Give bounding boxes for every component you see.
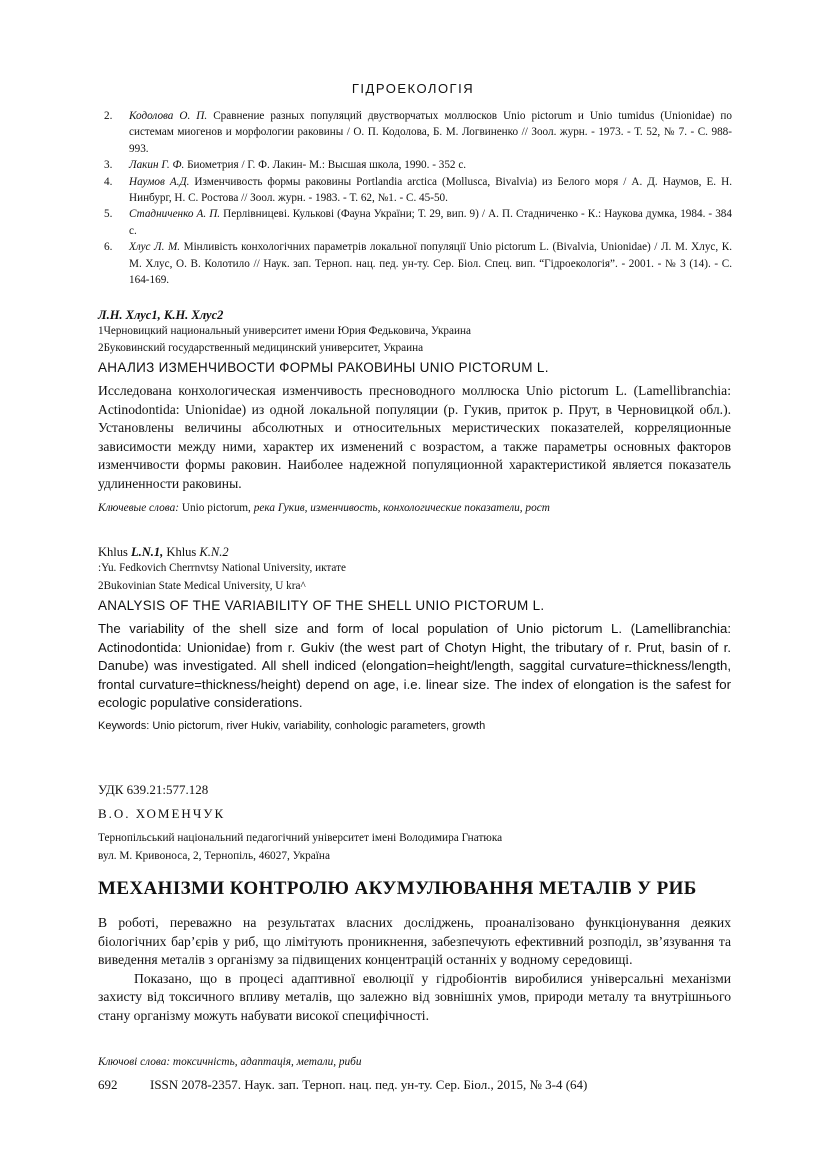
ru-keywords — [98, 502, 550, 514]
ru-keywords-first: Unio pictorum, — [181, 502, 251, 514]
reference-number: 3. — [104, 159, 113, 172]
ua-author: В.О. ХОМЕНЧУК — [98, 806, 226, 821]
reference-number: 2. — [104, 110, 113, 122]
reference-text: Биометрия / Г. Ф. Лакин- М.: Высшая школа, 1990. - 352 с. — [184, 159, 467, 172]
article-abstract — [98, 914, 731, 1026]
abstract-paragraph-2: Показано, що в процесі адаптивної еволюції у гідробіонтів виробилися універсальні механізми захисту від токсичного впливу металів, що залежно від зовнішніх умов, природи металу та внутрішнього стану організму можуть набувати високої специфічності. — [98, 970, 731, 1023]
ru-affiliation-1: 1Черновицкий национальный университет имени Юрия Федьковича, Украина — [98, 325, 471, 337]
udc-code: УДК 639.21:577.128 — [98, 782, 209, 797]
reference-text: Сравнение разных популяций двустворчатых моллюсков Unio pictorum и Unio tumidus (Unionidae) по системам миогенов и морфологии раковины / О. П. Кодолова, Б. М. Логвиненко // Зоол. журн. - 1973. - Т. 52, № 7. - С. 988-993. — [129, 110, 732, 155]
reference-author: Стадниченко А. П. — [129, 208, 221, 221]
reference-item — [104, 239, 732, 288]
ua-keywords: Ключові слова: токсичність, адаптація, метали, риби — [98, 1056, 362, 1068]
ua-affiliation-2: вул. М. Кривоноса, 2, Тернопіль, 46027, Україна — [98, 850, 330, 862]
ru-abstract — [98, 382, 731, 494]
reference-number: 6. — [104, 241, 113, 254]
reference-text: Мінливість конхологічних параметрів локальної популяції Unio pictorum L. (Bivalvia, Unionidae) / Л. М. Хлус, К. М. Хлус, О. В. Колотило // Наук. зап. Терноп. нац. пед. ун-ту. Сер. Біол. Спец. вип. “Гідроекологія”. - 2001. - № 3 (14). - С. 164-169. — [129, 241, 732, 287]
reference-author: Наумов А.Д. — [129, 175, 190, 188]
en-author-2-initials: K.N.2 — [199, 545, 229, 559]
page-number: 692 — [98, 1077, 118, 1092]
reference-number: 5. — [104, 208, 113, 221]
en-affiliation-2: 2Bukovinian State Medical University, U kra^ — [98, 580, 306, 592]
reference-number: 4. — [104, 175, 113, 188]
en-author-1-name: Khlus — [98, 545, 128, 559]
abstract-paragraph-1: В роботі, переважно на результатах власних досліджень, проаналізовано функціонування деяких біологічних бар’єрів у риб, що лімітують проникнення, забезпечують ефективний розподіл, зв’язування та виведення металів з організму за підвищених концентрацій останніх у водному середовищі. — [98, 915, 731, 968]
en-article-title: ANALYSIS OF THE VARIABILITY OF THE SHELL UNIO PICTORUM L. — [98, 598, 545, 613]
ru-affiliation-2: 2Буковинский государственный медицинский университет, Украина — [98, 342, 424, 354]
article-title: МЕХАНІЗМИ КОНТРОЛЮ АКУМУЛЮВАННЯ МЕТАЛІВ У РИБ — [98, 878, 697, 899]
journal-citation: ISSN 2078-2357. Наук. зап. Терноп. нац. пед. ун-ту. Сер. Біол., 2015, № 3-4 (64) — [150, 1077, 588, 1092]
reference-list — [104, 108, 732, 288]
ru-keywords-rest: река Гукив, изменчивость, конхологические показатели, рост — [253, 502, 550, 514]
en-affiliation-1: :Yu. Fedkovich Cherrnvtsy National University, иктате — [98, 562, 346, 574]
reference-item — [104, 157, 732, 173]
ua-affiliation-1: Тернопільський національний педагогічний університет імені Володимира Гнатюка — [98, 832, 503, 844]
en-author-2-name: Khlus — [166, 545, 197, 559]
reference-author: Лакин Г. Ф. — [129, 159, 185, 172]
ru-article-title: АНАЛИЗ ИЗМЕНЧИВОСТИ ФОРМЫ РАКОВИНЫ UNIO PICTORUM L. — [98, 360, 549, 375]
reference-text: Перлівницеві. Кульковi (Фауна України; Т. 29, вип. 9) / А. П. Стадниченко - К.: Наукова думка, 1984. - 384 с. — [129, 208, 732, 237]
en-keywords: Keywords: Unio pictorum, river Hukiv, variability, conhologic parameters, growth — [98, 720, 486, 732]
ru-keywords-label: Ключевые слова: — [98, 502, 180, 514]
en-author-1-initials: L.N.1, — [131, 545, 164, 559]
ru-abstract-text: Исследована конхологическая изменчивость пресноводного моллюска Unio pictorum L. (Lamellibranchia: Actinodontida: Unionidae) из одной локальной популяции (р. Гукив, приток р. Прут, в Черновицкой обл.). Установлены величины абсолютных и относительных меристических показателей, корреляционные зависимости между ними, характер их изменений с возрастом, а также параметры основных факторов изменчивости формы раковин. Наиболее надежной популяционной характеристикой является показатель удлиненности раковины. — [98, 383, 731, 491]
reference-item — [104, 108, 732, 157]
reference-author: Кодолова О. П. — [129, 110, 208, 122]
ru-authors: Л.Н. Хлус1, К.Н. Хлус2 — [98, 308, 224, 322]
reference-text: Изменчивость формы раковины Portlandia arctica (Mollusca, Bivalvia) из Белого моря / А. Д. Наумов, Е. Н. Нинбург, Н. С. Ростова // Зоол. журн. - 1983. - Т. 62, №1. - С. 45-50. — [129, 175, 732, 205]
en-abstract — [98, 620, 731, 713]
reference-item — [104, 206, 732, 239]
section-header: ГІДРОЕКОЛОГІЯ — [351, 81, 475, 96]
reference-author: Хлус Л. М. — [129, 241, 181, 254]
en-authors — [98, 545, 229, 560]
reference-item — [104, 174, 732, 207]
en-abstract-text: The variability of the shell size and form of local population of Unio pictorum L. (Lamellibranchia: Actinodontida: Unionidae) from r. Gukiv (the west part of Chotyn Hight, the tributary of r. Prut, basin of r. Danube) was investigated. All shell indiced (elongation=height/length, saggital curvature=thickness/length, frontal curvature=thickness/height) depend on age, i.e. linear size. The index of elongation is the safest for ecologic populative considerations. — [98, 621, 731, 711]
page-footer — [98, 1077, 587, 1093]
